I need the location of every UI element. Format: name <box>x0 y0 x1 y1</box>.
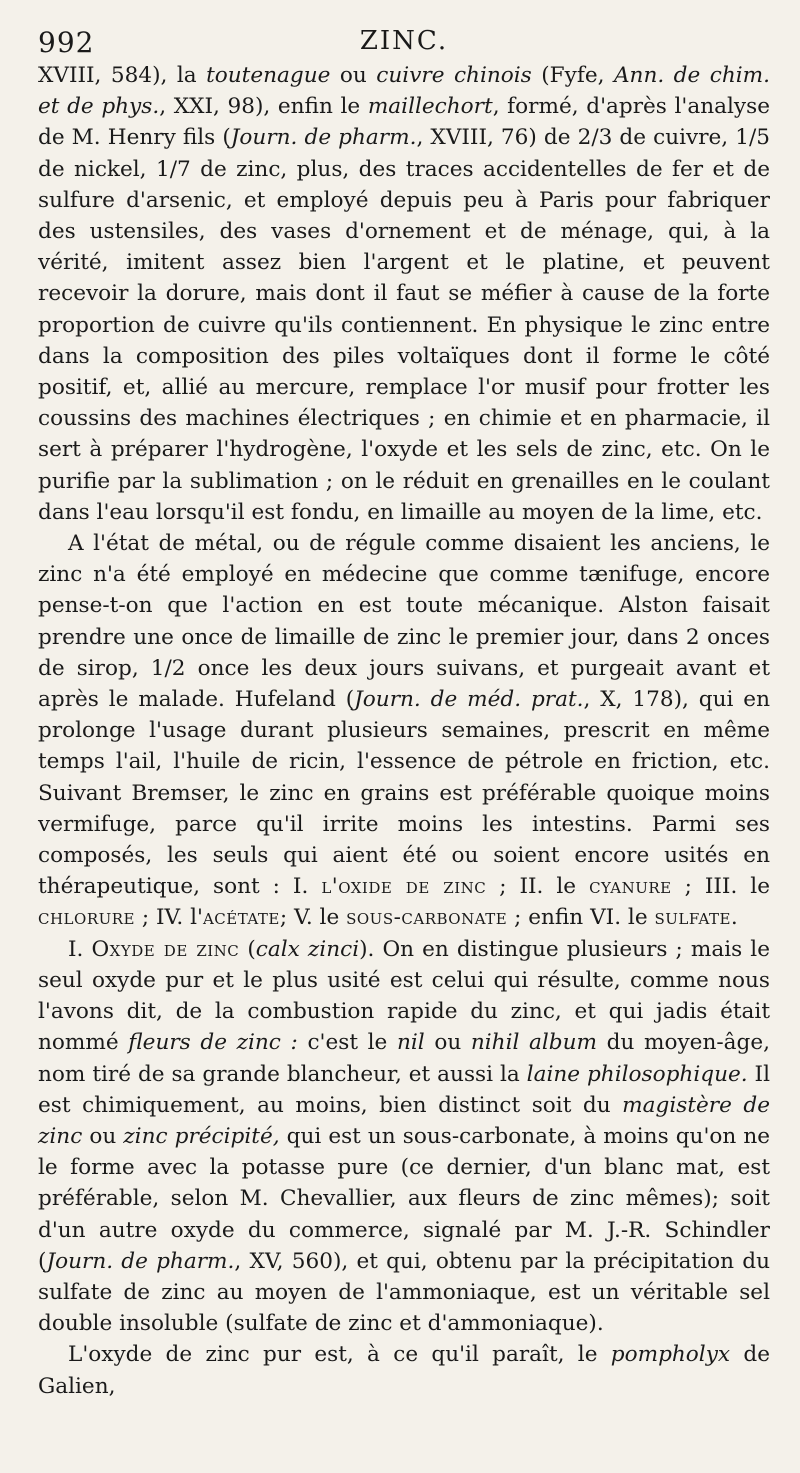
italic-segment: Ann. de chim. et de phys. <box>38 63 770 120</box>
small-caps-segment: chlorure <box>38 905 135 931</box>
paragraph <box>38 528 770 934</box>
italic-segment: nihil album <box>470 1030 598 1056</box>
text-segment: ( <box>239 936 256 962</box>
body-text <box>38 60 770 1402</box>
italic-segment: fleurs de zinc : <box>128 1030 298 1056</box>
text-segment: ). On en distingue plusieurs ; mais le seul oxyde pur et le plus usité est celui qui résulte, comme nous l'avons dit, de la combustion rapide du zinc, et qui jadis était nommé <box>38 936 770 1056</box>
text-segment: ou <box>82 1123 124 1149</box>
text-segment: de Galien, <box>38 1342 770 1399</box>
text-segment: ou <box>424 1030 471 1056</box>
text-segment: qui est un sous-carbonate, à moins qu'on ne le forme avec la potasse pure (ce dernier, d'un blanc mat, est préférable, selon M. Chevallier, aux fleurs de zinc mêmes); soit d'un autre oxyde du commerce, signalé par M. J.-R. Schindler ( <box>38 1123 771 1274</box>
text-segment: ou <box>330 63 377 88</box>
running-head: ZINC. <box>359 26 449 56</box>
italic-segment: magistère de zinc <box>38 1092 771 1149</box>
text-segment: , formé, d'après l'analyse de M. Henry fils ( <box>38 94 770 151</box>
italic-segment: toutenague <box>206 63 331 88</box>
page-number: 992 <box>38 26 95 59</box>
text-segment: , XV, 560), et qui, obtenu par la précipitation du sulfate de zinc au moyen de l'ammoniaque, est un véritable sel double insoluble (sulfate de zinc et d'ammoniaque). <box>38 1248 770 1337</box>
text-segment: I. <box>68 936 92 962</box>
small-caps-segment: sous-carbonate <box>346 905 508 931</box>
text-segment: , XVIII, 76) de 2/3 de cuivre, 1/5 de nickel, 1/7 de zinc, plus, des traces accidentelles de fer et de sulfure d'arsenic, et employé depuis peu à Paris pour fabriquer des ustensiles, des vases d'ornement et de ménage, qui, à la vérité, imitent assez bien l'argent et le platine, et peuvent recevoir la dorure, mais dont il faut se méfier à cause de la forte proportion de cuivre qu'ils contiennent. En physique le zinc entre dans la composition des piles voltaïques dont il forme le côté positif, et, allié au mercure, remplace l'or musif pour frotter les coussins des machines électriques ; en chimie et en pharmacie, il sert à préparer l'hydrogène, l'oxyde et les sels de zinc, etc. On le purifie par la sublimation ; on le réduit en grenailles en le coulant dans l'eau lorsqu'il est fondu, en limaille au moyen de la lime, etc. <box>38 125 770 525</box>
italic-segment: laine philosophique. <box>526 1061 748 1087</box>
small-caps-segment: l'oxide de zinc <box>321 874 487 900</box>
text-segment: L'oxyde de zinc pur est, à ce qu'il paraît, le <box>68 1342 611 1368</box>
text-segment: A l'état de métal, ou de régule comme disaient les anciens, le zinc n'a été employé en médecine que comme tænifuge, encore pense-t-on que l'action en est toute mécanique. Alston faisait prendre une once de limaille de zinc le premier jour, dans 2 onces de sirop, 1/2 once les deux jours suivans, et purgeait avant et après le malade. Hufeland ( <box>38 531 770 713</box>
italic-segment: cuivre chinois <box>376 63 532 88</box>
text-segment: , X, 178), qui en prolonge l'usage durant plusieurs semaines, prescrit en même temps l'ail, l'huile de ricin, l'essence de pétrole en friction, etc. Suivant Bremser, le zinc en grains est préférable quoique moins vermifuge, parce qu'il irrite moins les intestins. Parmi ses composés, les seuls qui aient été ou soient encore usités en thérapeutique, sont : I. <box>38 687 770 900</box>
italic-segment: Journ. de pharm. <box>230 125 417 151</box>
text-segment: ; IV. l' <box>135 905 203 931</box>
text-segment: (Fyfe, <box>531 63 614 88</box>
text-segment: . <box>730 905 738 931</box>
text-segment: du moyen-âge, nom tiré de sa grande blancheur, et aussi la <box>38 1030 770 1087</box>
paragraph <box>38 934 770 1340</box>
text-segment: ; III. le <box>671 874 770 900</box>
text-segment: ; II. le <box>486 874 590 900</box>
small-caps-segment: Oxyde de zinc <box>91 936 240 962</box>
italic-segment: Journ. de pharm. <box>46 1248 235 1274</box>
small-caps-segment: acétate <box>202 905 280 931</box>
text-segment: ; enfin VI. le <box>507 905 655 931</box>
italic-segment: nil <box>396 1030 425 1056</box>
italic-segment: maillechort <box>367 94 493 120</box>
text-segment: ; V. le <box>279 905 347 931</box>
italic-segment: calx zinci <box>255 936 360 962</box>
text-segment: , XXI, 98), enfin le <box>159 94 368 120</box>
page-header <box>38 20 770 60</box>
italic-segment: Journ. de méd. prat. <box>354 687 584 713</box>
small-caps-segment: cyanure <box>589 874 672 900</box>
small-caps-segment: sulfate <box>654 905 731 931</box>
text-segment: Il est chimiquement, au moins, bien distinct soit du <box>38 1061 770 1118</box>
paragraph <box>38 60 770 528</box>
italic-segment: pompholyx <box>610 1342 731 1368</box>
text-segment: XVIII, 584), la <box>38 63 207 88</box>
text-segment: c'est le <box>297 1030 397 1056</box>
paragraph <box>38 1339 770 1401</box>
italic-segment: zinc précipité, <box>123 1123 280 1149</box>
